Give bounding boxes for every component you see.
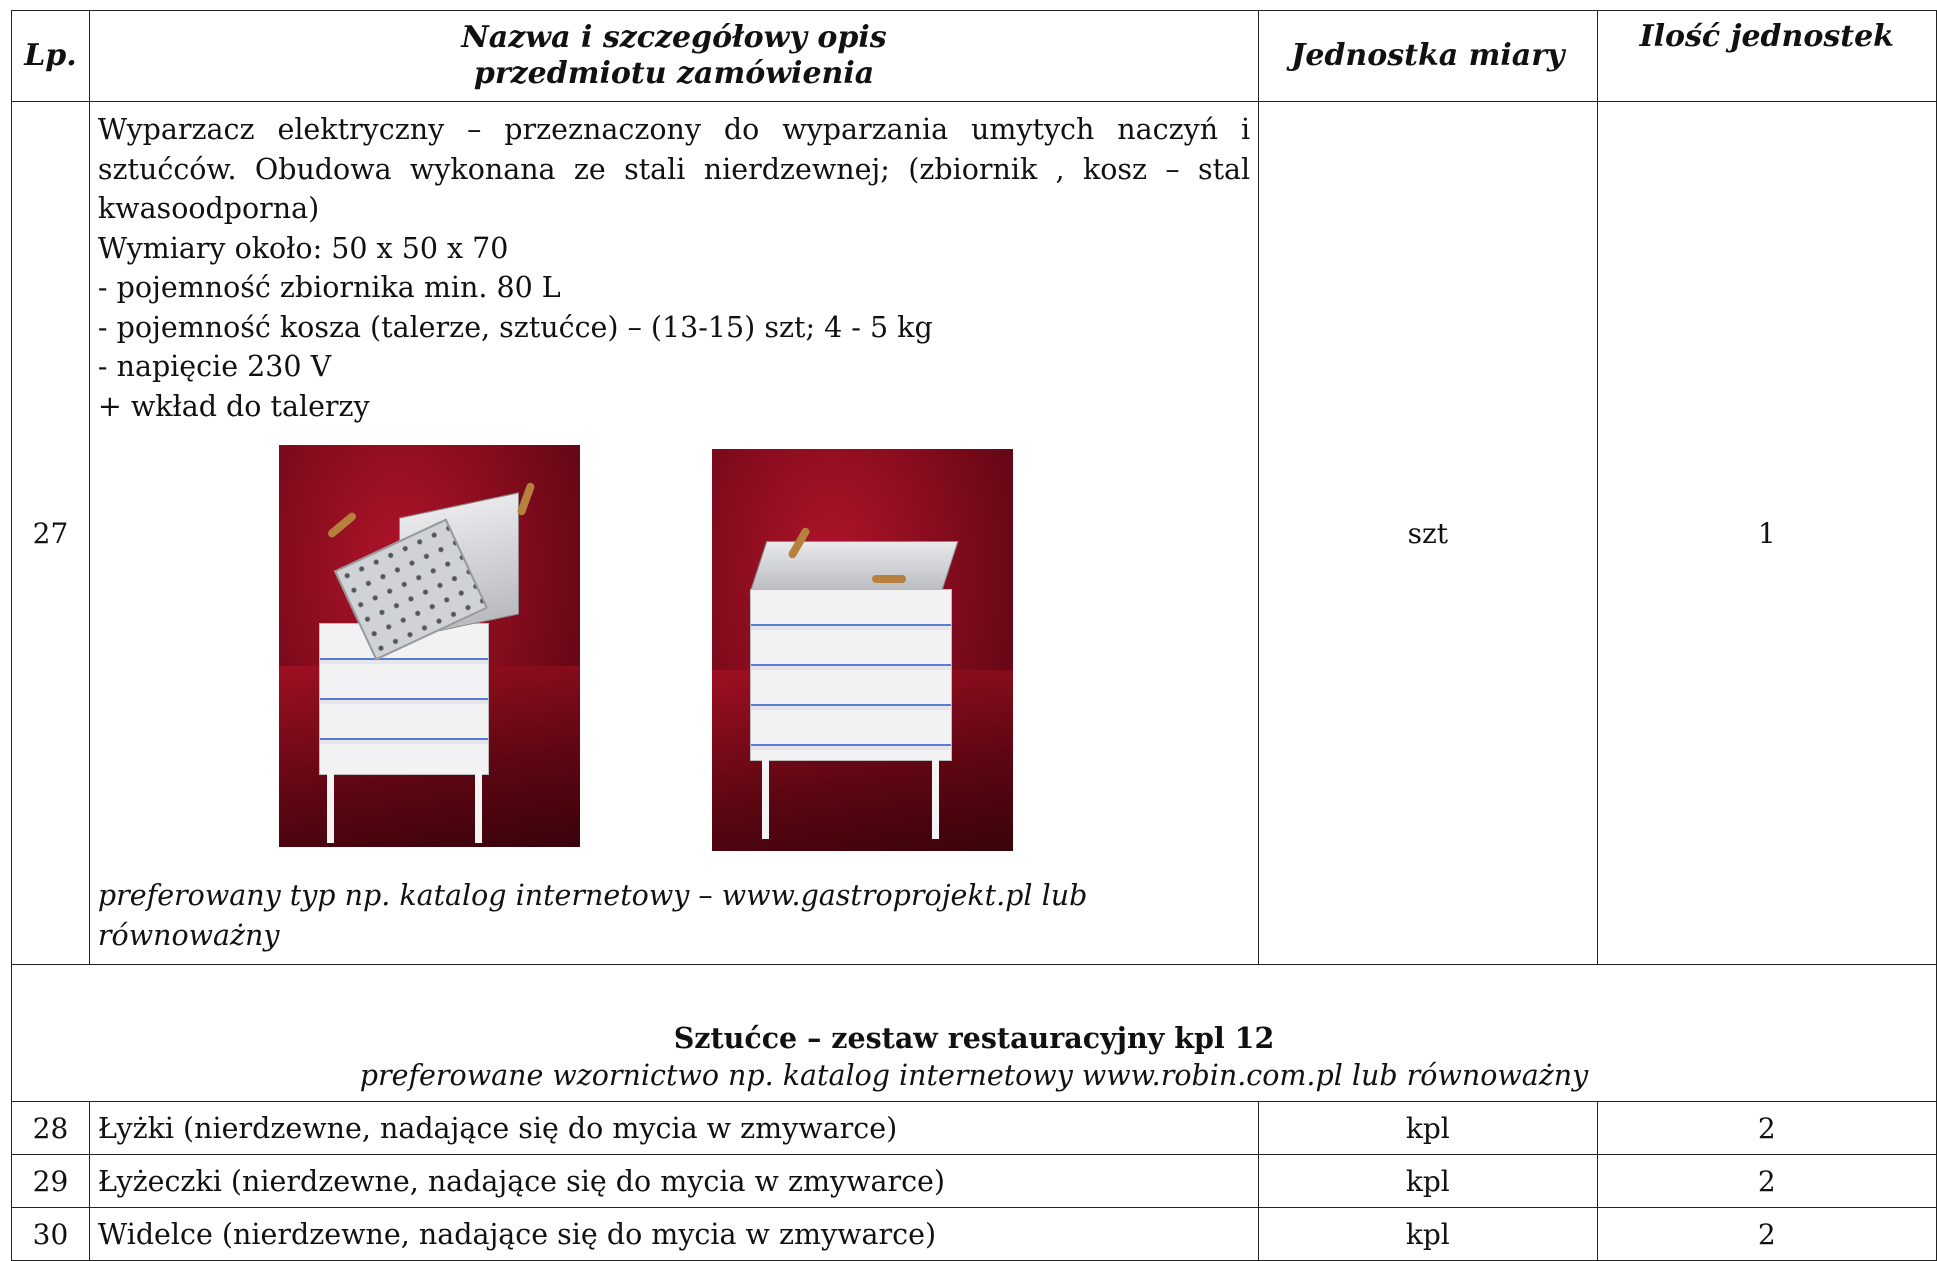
- spec-line: - pojemność zbiornika min. 80 L: [97, 271, 561, 304]
- section-subtitle: preferowane wzornictwo np. katalog internetowy www.robin.com.pl lub równoważny: [359, 1059, 1589, 1092]
- header-name: [89, 11, 1258, 102]
- header-lp: Lp.: [12, 11, 90, 102]
- spec-line: Wymiary około: 50 x 50 x 70: [97, 231, 509, 265]
- description-paragraph: Wyparzacz elektryczny – przeznaczony do wyparzania umytych naczyń i sztućców. Obudowa wykonana ze stali nierdzewnej; (zbiornik , kosz – stal kwasoodporna): [97, 113, 1251, 225]
- row-number: 30: [12, 1208, 90, 1261]
- item-description: [89, 102, 1258, 965]
- spec-line: - napięcie 230 V: [97, 350, 332, 383]
- product-photo-closed: [712, 449, 1013, 851]
- row-number: 29: [12, 1155, 90, 1208]
- product-images: [98, 441, 1250, 851]
- row-description: Łyżki (nierdzewne, nadające się do mycia w zmywarce): [89, 1102, 1258, 1155]
- row-description: Łyżeczki (nierdzewne, nadające się do mycia w zmywarce): [89, 1155, 1258, 1208]
- unit-cell: szt: [1259, 102, 1597, 965]
- header-row: [12, 11, 1937, 102]
- unit-cell: kpl: [1259, 1155, 1597, 1208]
- header-name-line2: przedmiotu zamówienia: [473, 56, 875, 91]
- section-title: Sztućce – zestaw restauracyjny kpl 12: [673, 1021, 1275, 1055]
- header-name-line1: Nazwa i szczegółowy opis: [461, 20, 887, 55]
- table-row: [12, 1208, 1937, 1261]
- table-row-27: [12, 102, 1937, 965]
- preferred-type-note: preferowany typ np. katalog internetowy – www.gastroprojekt.pl lub równoważny: [97, 879, 1088, 952]
- section-header: [12, 965, 1937, 1102]
- order-table: [11, 10, 1937, 1261]
- unit-cell: kpl: [1259, 1208, 1597, 1261]
- table-row: [12, 1102, 1937, 1155]
- spec-line: - pojemność kosza (talerze, sztućce) – (13-15) szt; 4 - 5 kg: [97, 310, 933, 344]
- qty-cell: 2: [1597, 1155, 1936, 1208]
- row-description: Widelce (nierdzewne, nadające się do mycia w zmywarce): [89, 1208, 1258, 1261]
- header-unit: Jednostka miary: [1259, 11, 1597, 102]
- product-photo-open: [279, 445, 580, 847]
- unit-cell: kpl: [1259, 1102, 1597, 1155]
- section-row: [12, 965, 1937, 1102]
- row-number: 28: [12, 1102, 90, 1155]
- qty-cell: 1: [1597, 102, 1936, 965]
- qty-cell: 2: [1597, 1102, 1936, 1155]
- spec-line: + wkład do talerzy: [97, 389, 370, 423]
- qty-cell: 2: [1597, 1208, 1936, 1261]
- row-number: 27: [12, 102, 90, 965]
- header-qty: Ilość jednostek: [1597, 11, 1936, 102]
- table-row: [12, 1155, 1937, 1208]
